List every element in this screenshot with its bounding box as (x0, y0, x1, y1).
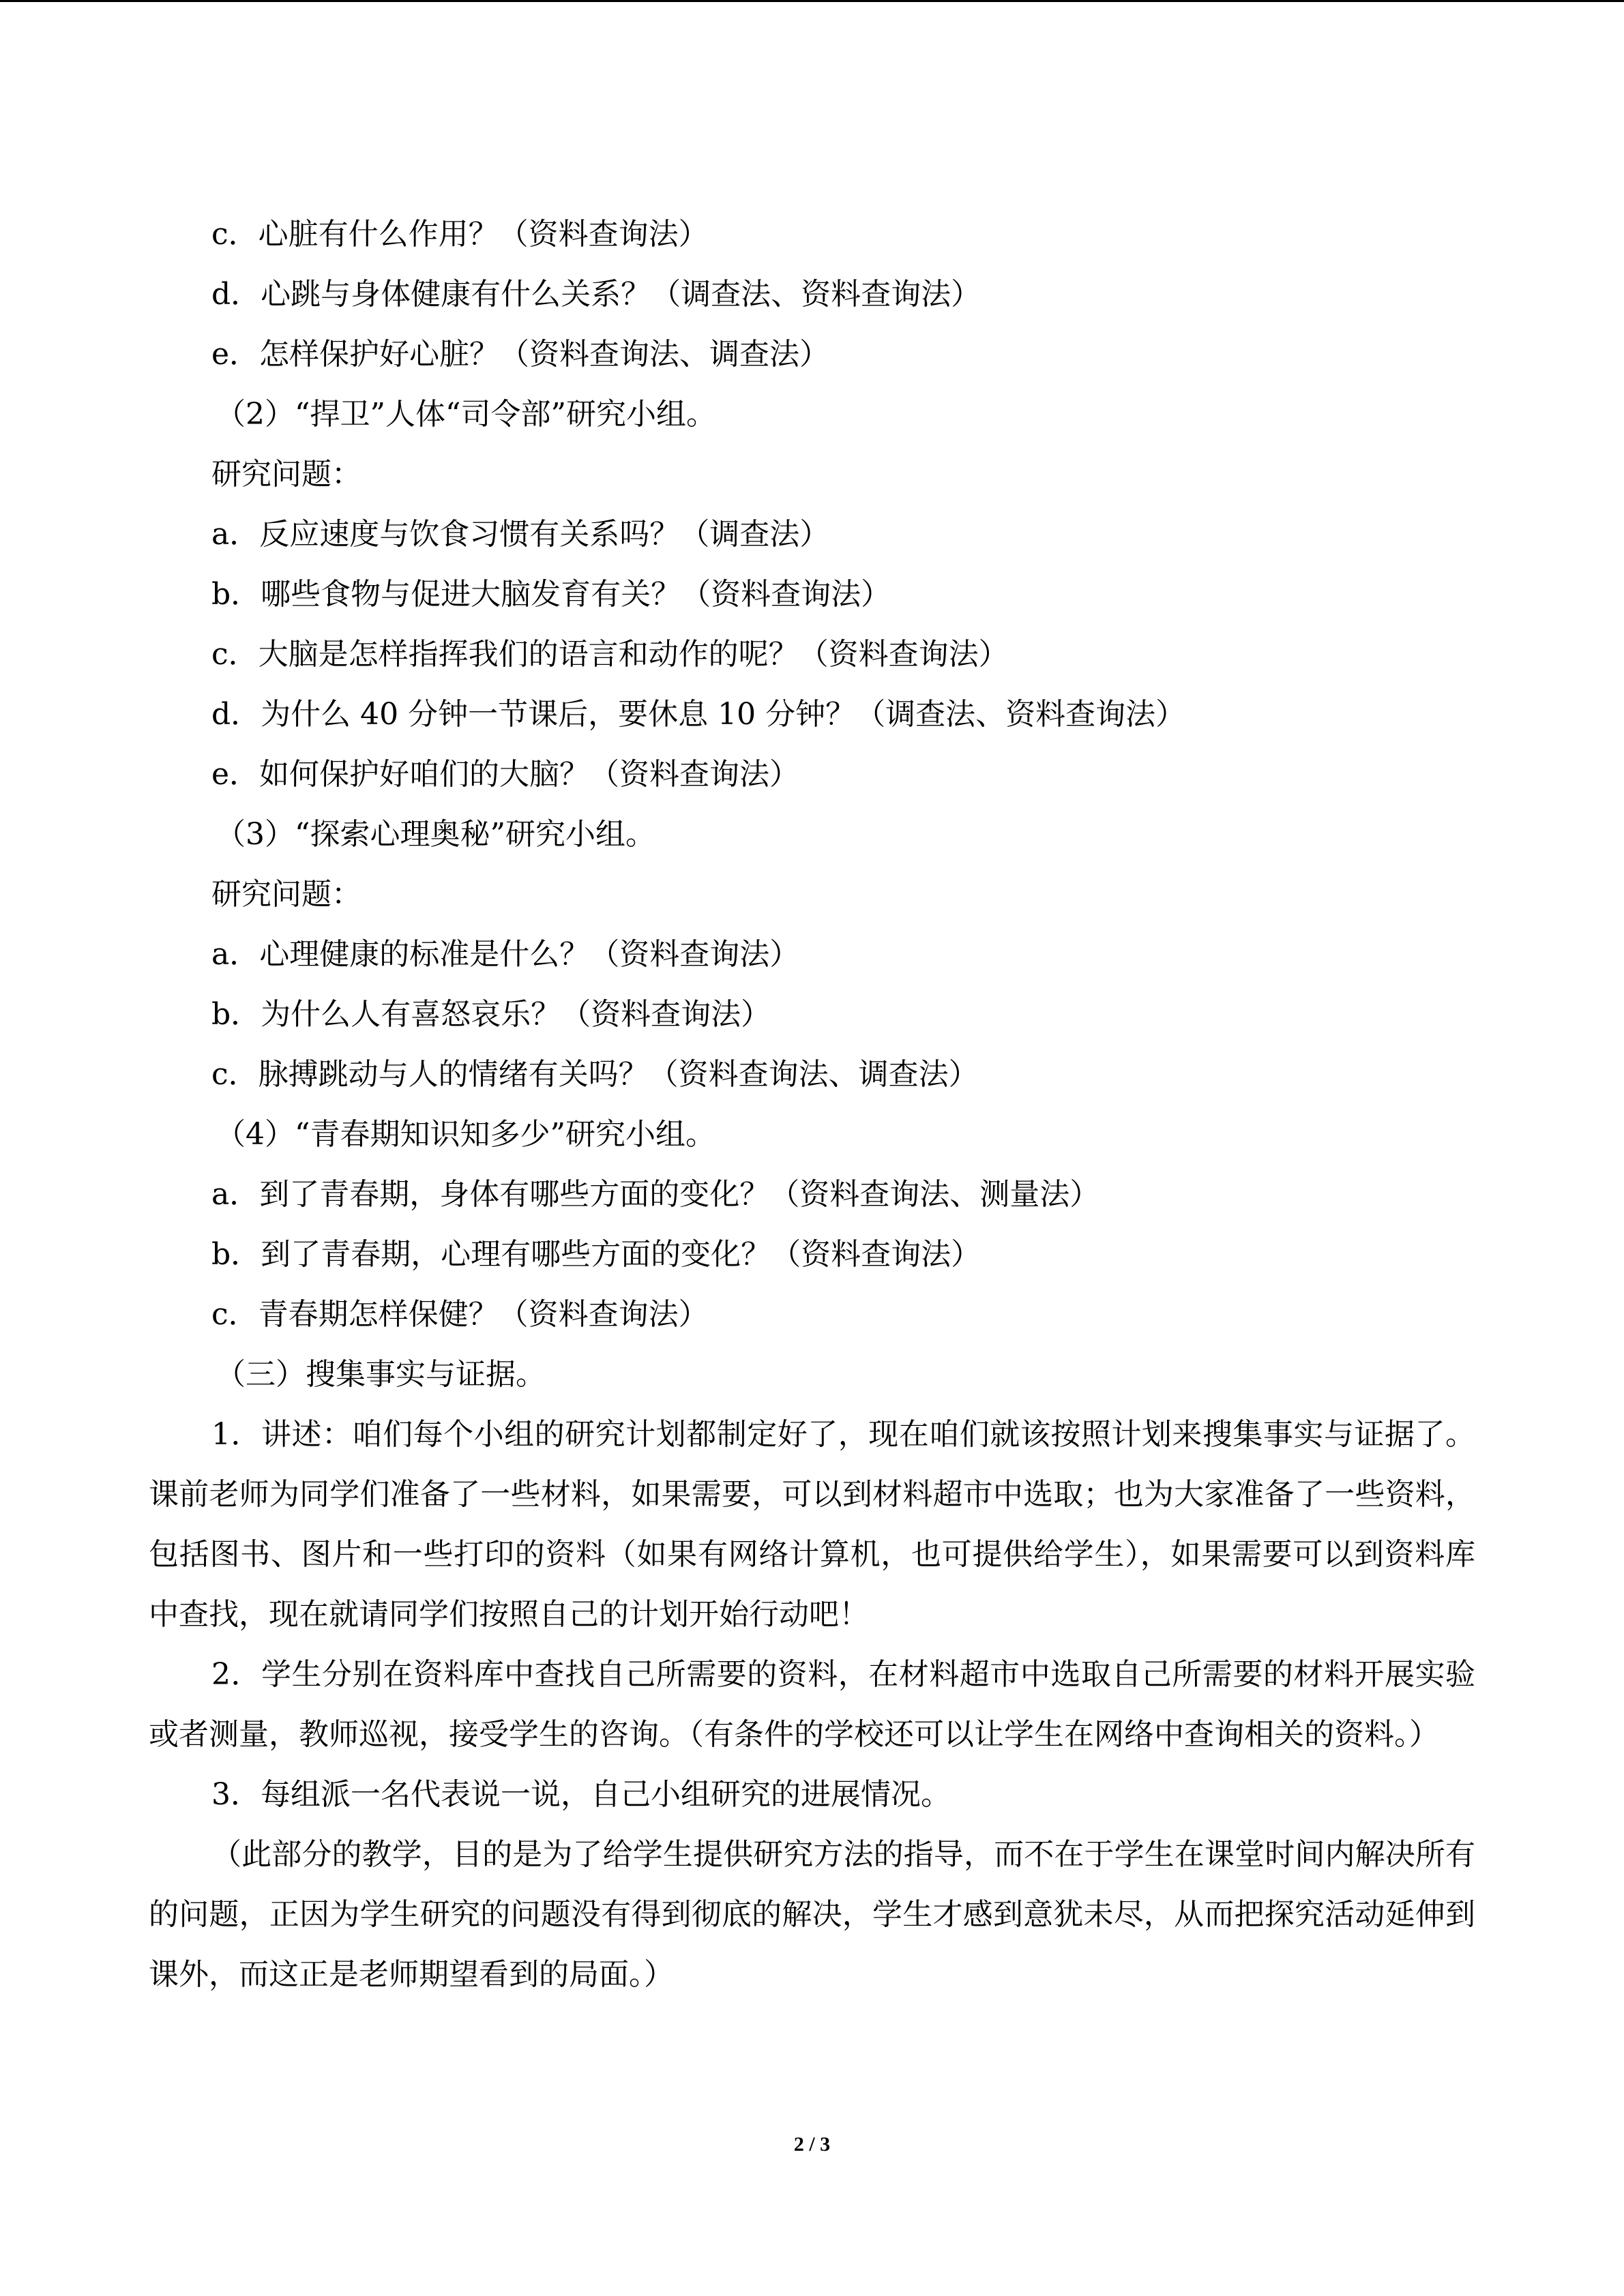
question-item: e．如何保护好咱们的大脑？（资料查询法） (211, 757, 800, 792)
question-item: a．心理健康的标准是什么？（资料查询法） (211, 937, 800, 972)
section-heading: （三）搜集事实与证据。 (216, 1357, 546, 1392)
question-item: d．为什么 40 分钟一节课后，要休息 10 分钟？（调查法、资料查询法） (211, 697, 1186, 732)
body-paragraph: （此部分的教学，目的是为了给学生提供研究方法的指导，而不在于学生在课堂时间内解决所有的问题，正因为学生研究的问题没有得到彻底的解决，学生才感到意犹未尽，从而把探究活动延伸到课外，而这正是老师期望看到的局面。） (149, 1837, 1475, 1992)
question-item: c．脉搏跳动与人的情绪有关吗？（资料查询法、调查法） (211, 1057, 979, 1092)
question-item: c．青春期怎样保健？（资料查询法） (211, 1297, 709, 1332)
question-item: c．心脏有什么作用？（资料查询法） (211, 217, 709, 252)
group-heading: （4）“青春期知识知多少”研究小组。 (216, 1117, 715, 1152)
question-item: d．心跳与身体健康有什么关系？（调查法、资料查询法） (211, 277, 981, 312)
page-number: 2 / 3 (793, 2133, 831, 2156)
top-border-rule (0, 0, 1624, 2)
question-item: a．到了青春期，身体有哪些方面的变化？（资料查询法、测量法） (211, 1177, 1100, 1212)
body-paragraph: 3．每组派一名代表说一说，自己小组研究的进展情况。 (211, 1777, 951, 1812)
questions-label: 研究问题： (211, 457, 361, 492)
question-item: c．大脑是怎样指挥我们的语言和动作的呢？（资料查询法） (211, 637, 1009, 672)
document-body (149, 205, 1475, 2005)
question-item: b．到了青春期，心理有哪些方面的变化？（资料查询法） (211, 1237, 981, 1272)
question-item: e．怎样保护好心脏？（资料查询法、调查法） (211, 337, 830, 372)
question-item: b．为什么人有喜怒哀乐？（资料查询法） (211, 997, 771, 1032)
questions-label: 研究问题： (211, 877, 361, 912)
question-item: b．哪些食物与促进大脑发育有关？（资料查询法） (211, 577, 891, 612)
body-paragraph: 2．学生分别在资料库中查找自己所需要的资料，在材料超市中选取自己所需要的材料开展实验或者测量，教师巡视，接受学生的咨询。（有条件的学校还可以让学生在网络中查询相关的资料。） (149, 1657, 1475, 1752)
body-paragraph: 1．讲述：咱们每个小组的研究计划都制定好了，现在咱们就该按照计划来搜集事实与证据了。课前老师为同学们准备了一些材料，如果需要，可以到材料超市中选取；也为大家准备了一些资料，包括图书、图片和一些打印的资料（如果有网络计算机，也可提供给学生），如果需要可以到资料库中查找，现在就请同学们按照自己的计划开始行动吧！ (149, 1417, 1475, 1632)
group-heading: （2）“捍卫”人体“司令部”研究小组。 (216, 397, 716, 432)
question-item: a．反应速度与饮食习惯有关系吗？（调查法） (211, 517, 830, 552)
group-heading: （3）“探索心理奥秘”研究小组。 (216, 817, 655, 852)
